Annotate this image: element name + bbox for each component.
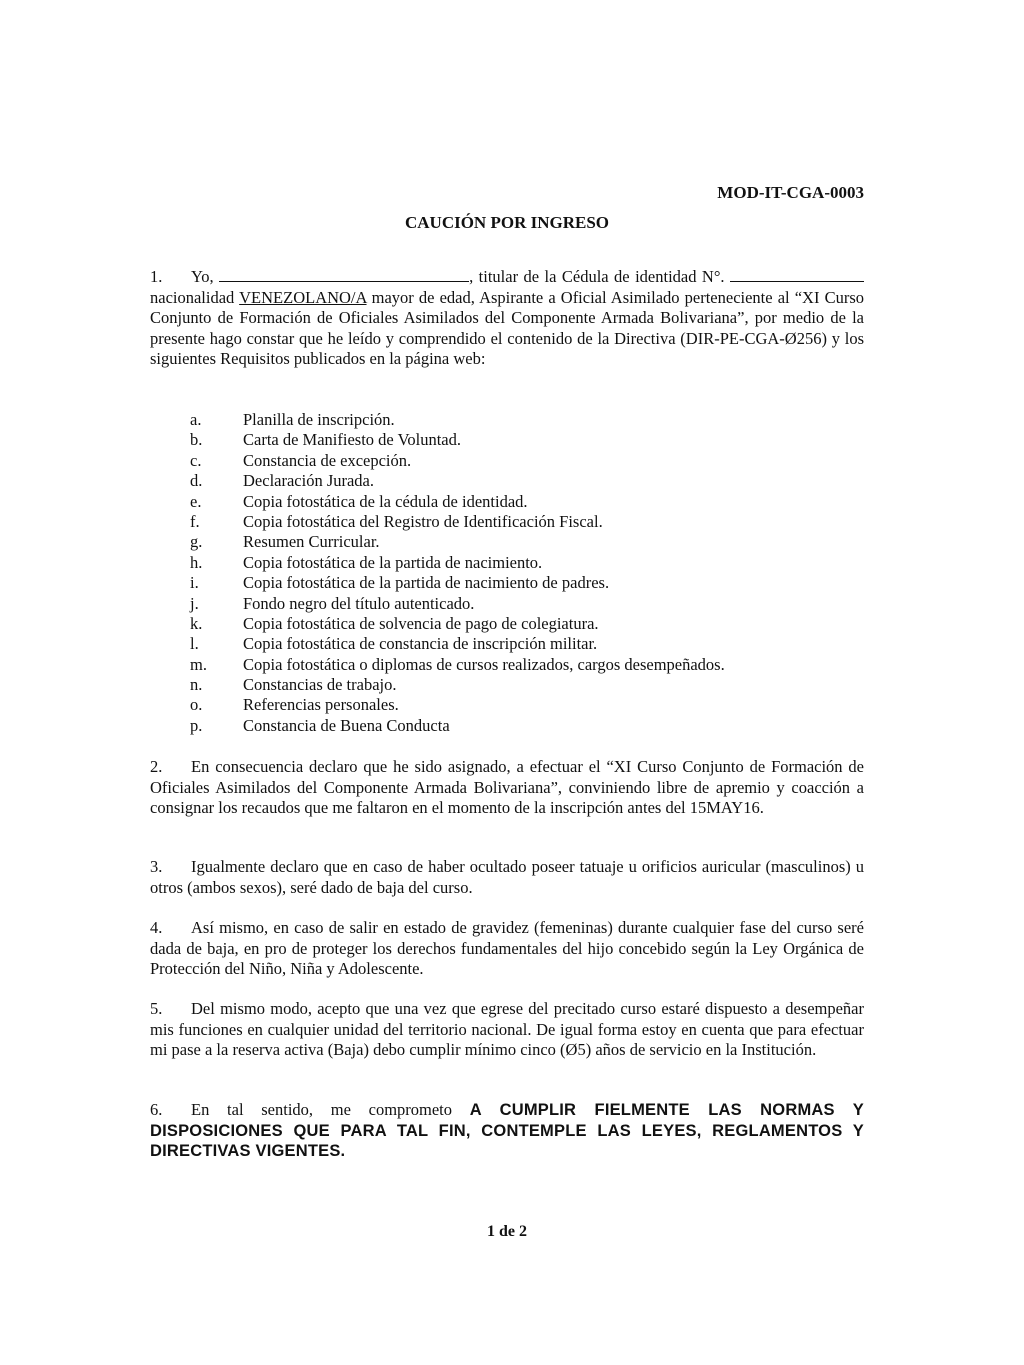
- paragraph-number: 3.: [150, 857, 163, 876]
- list-item: [190, 471, 864, 491]
- item-text: Copia fotostática de la partida de nacimiento de padres.: [243, 573, 610, 593]
- item-text: Resumen Curricular.: [243, 532, 380, 552]
- list-item: [190, 634, 864, 654]
- item-text: Copia fotostática de constancia de inscripción militar.: [243, 634, 598, 654]
- item-letter: p.: [190, 715, 203, 735]
- item-letter: c.: [190, 450, 202, 470]
- item-text: Declaración Jurada.: [243, 471, 375, 491]
- paragraph-number: 4.: [150, 918, 163, 937]
- id-number-blank-field[interactable]: [730, 266, 864, 282]
- item-text: Carta de Manifiesto de Voluntad.: [243, 430, 461, 450]
- item-text: Copia fotostática o diplomas de cursos realizados, cargos desempeñados.: [243, 654, 725, 674]
- item-letter: a.: [190, 410, 202, 429]
- item-text: Constancias de trabajo.: [243, 675, 397, 695]
- paragraph-3-body: Igualmente declaro que en caso de haber ocultado poseer tatuaje u orificios auricular (masculinos) u otros (ambos sexos), seré dado de baja del curso.: [150, 857, 864, 897]
- item-letter: k.: [190, 613, 203, 633]
- list-item: [190, 451, 864, 471]
- item-letter: o.: [190, 695, 203, 715]
- list-item: [190, 594, 864, 614]
- list-item: [190, 512, 864, 532]
- item-text: Fondo negro del título autenticado.: [243, 593, 475, 613]
- item-letter: f.: [190, 511, 200, 531]
- paragraph-4: [150, 918, 864, 980]
- list-item: [190, 614, 864, 634]
- paragraph-6-commitment: A CUMPLIR FIELMENTE LAS NORMAS Y DISPOSICIONES QUE PARA TAL FIN, CONTEMPLE LAS LEYES, REGLAMENTOS Y DIRECTIVAS VIGENTES.: [150, 1101, 864, 1160]
- paragraph-5-body: Del mismo modo, acepto que una vez que egrese del precitado curso estaré dispuesto a desempeñar mis funciones en cualquier unidad del territorio nacional. De igual forma estoy en cuenta que para efectuar mi pase a la reserva activa (Baja) debo cumplir mínimo cinco (Ø5) años de servicio en la Institución.: [150, 999, 864, 1059]
- document-code: MOD-IT-CGA-0003: [717, 183, 864, 202]
- item-letter: n.: [190, 675, 203, 695]
- item-letter: j.: [190, 593, 199, 613]
- paragraph-number: 1.: [150, 267, 163, 286]
- paragraph-6-lead: En tal sentido, me comprometo: [191, 1100, 470, 1119]
- requirements-list: [190, 410, 864, 736]
- item-letter: h.: [190, 552, 203, 572]
- paragraph-6: [150, 1100, 864, 1162]
- list-item: [190, 675, 864, 695]
- paragraph-2-body: En consecuencia declaro que he sido asignado, a efectuar el “XI Curso Conjunto de Formación de Oficiales Asimilados del Componente Armada Bolivariana”, conviniendo libre de apremio y coacción a consignar los recaudos que me faltaron en el momento de la inscripción antes del 15MAY16.: [150, 757, 864, 817]
- item-letter: l.: [190, 634, 199, 654]
- item-text: Constancia de excepción.: [243, 450, 412, 470]
- item-text: Copia fotostática del Registro de Identificación Fiscal.: [243, 511, 603, 531]
- list-item: [190, 430, 864, 450]
- paragraph-1: [150, 266, 864, 370]
- list-item: [190, 573, 864, 593]
- item-letter: b.: [190, 430, 203, 450]
- item-letter: m.: [190, 654, 207, 674]
- item-letter: d.: [190, 471, 203, 491]
- nationality-label: nacionalidad: [150, 287, 240, 307]
- list-item: [190, 655, 864, 675]
- paragraph-number: 2.: [150, 757, 163, 776]
- list-item: [190, 695, 864, 715]
- item-letter: g.: [190, 532, 203, 552]
- item-text: Copia fotostática de solvencia de pago de colegiatura.: [243, 613, 599, 633]
- list-item: [190, 716, 864, 736]
- item-text: Copia fotostática de la cédula de identidad.: [243, 491, 528, 511]
- list-item: [190, 532, 864, 552]
- item-letter: i.: [190, 573, 199, 593]
- paragraph-4-body: Así mismo, en caso de salir en estado de gravidez (femeninas) durante cualquier fase del curso seré dada de baja, en pro de proteger los derechos fundamentales del hijo concebido según la Ley Orgánica de Protección del Niño, Niña y Adolescente.: [150, 918, 864, 978]
- paragraph-5: [150, 999, 864, 1061]
- item-letter: e.: [190, 491, 202, 511]
- item-text: Copia fotostática de la partida de nacimiento.: [243, 552, 543, 572]
- paragraph-1-body: mayor de edad, Aspirante a Oficial Asimilado perteneciente al “XI Curso Conjunto de Formación de Oficiales Asimilados del Componente Armada Bolivariana”, por medio de la presente hago constar que he leído y comprendido el contenido de la Directiva (DIR-PE-CGA-Ø256) y los siguientes Requisitos publicados en la página web:: [150, 287, 864, 368]
- page-number: 1 de 2: [487, 1223, 527, 1240]
- yo-label: Yo,: [191, 267, 214, 286]
- item-text: Referencias personales.: [243, 695, 399, 715]
- item-text: Planilla de inscripción.: [243, 410, 395, 429]
- id-text: , titular de la Cédula de identidad N°.: [469, 267, 725, 286]
- paragraph-2: [150, 757, 864, 819]
- paragraph-number: 6.: [150, 1100, 163, 1119]
- list-item: [190, 553, 864, 573]
- paragraph-3: [150, 857, 864, 898]
- document-page: [150, 0, 864, 1365]
- document-title: CAUCIÓN POR INGRESO: [404, 213, 610, 232]
- nationality-value: VENEZOLANO/A: [239, 287, 367, 307]
- list-item: [190, 492, 864, 512]
- paragraph-number: 5.: [150, 999, 163, 1018]
- item-text: Constancia de Buena Conducta: [243, 715, 450, 735]
- name-blank-field[interactable]: [219, 266, 469, 282]
- list-item: [190, 410, 864, 430]
